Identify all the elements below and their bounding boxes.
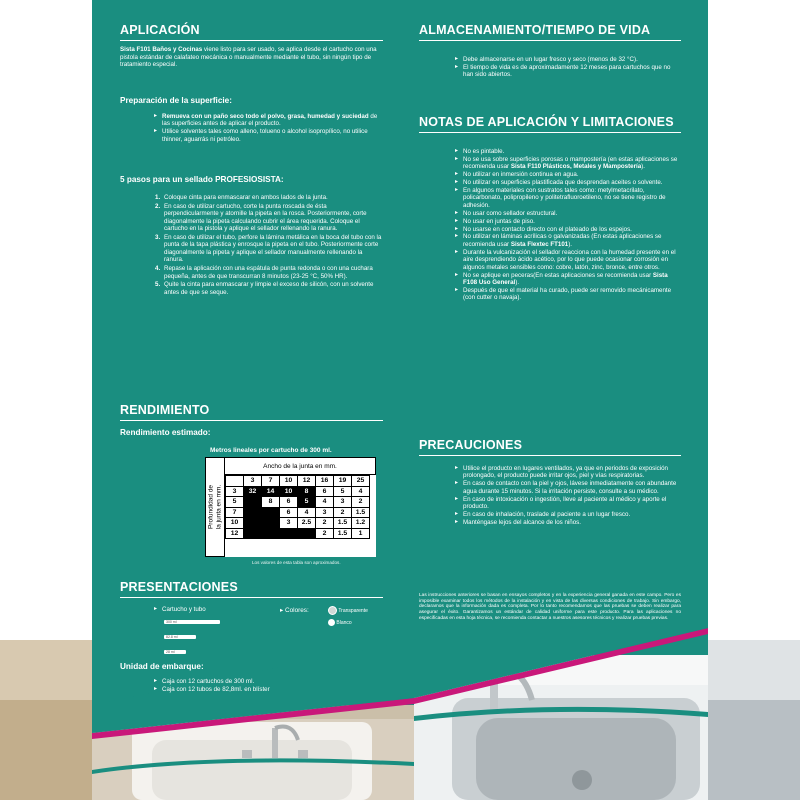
- list-item: ▸ En caso de intoxicación o ingestión, lleve al paciente al médico y aporte el producto.: [463, 496, 681, 511]
- notes-list: [463, 148, 681, 302]
- presentaciones-heading: PRESENTACIONES: [120, 580, 383, 598]
- list-item: ▸ Caja con 12 cartuchos de 300 ml.: [162, 678, 383, 685]
- table-row: 7 6 4 3 2 1.5: [226, 507, 370, 518]
- aplicacion-heading: APLICACIÓN: [120, 23, 383, 41]
- unit-heading: Unidad de embarque:: [120, 662, 204, 671]
- rendimiento-heading: RENDIMIENTO: [120, 403, 383, 421]
- list-item: ▸ No usar como sellador estructural.: [463, 210, 681, 217]
- precautions-list: [463, 465, 681, 527]
- disclaimer: Las instrucciones anteriores se basan en ensayos completos y en la experiencia general ganada en este campo. Pero es imposible examinar todos los métodos de la instalación y en vista de las diversas condiciones de trabajo. Sin embargo, declaramos que la información dada es completa. Por lo tanto recomendamos que las pruebas se deben realizar para asegurar el éxito. Garantizamos un estándar de calidad uniforme para este producto. Para las aplicaciones no especificadas en esta hoja técnica, se recomienda contactar a nuestros asesores técnicos y realizar pruebas previas.: [419, 593, 681, 621]
- depth-header-cell: Profundidad de la junta en mm.: [205, 457, 225, 557]
- list-item: ▸ Durante la vulcanización el sellador reacciona con la humedad presente en el aire desprendiendo ácido acético, por lo que puede ocasionar corrosión en algunos metales sensibles como: cobre, latón, zinc, bronce, entre otros.: [463, 249, 681, 271]
- list-item: ▸ En caso de inhalación, traslade al paciente a un lugar fresco.: [463, 511, 681, 518]
- step-item: 2. En caso de utilizar cartucho, corte la punta roscada de ésta perpendicularmente y atornille la pipeta en la rosca. Posteriormente, corte diagonalmente la pipeta calculando cubrir el área requerida. Coloque el cartucho en la pistola y aplique el sellador rellenando la ranura.: [155, 202, 367, 233]
- step-item: 1. Coloque cinta para enmascarar en ambos lados de la junta.: [155, 194, 328, 201]
- prep-list: [162, 113, 383, 144]
- rendimiento-subtitle: Rendimiento estimado:: [120, 428, 211, 437]
- list-item: ▸ Utilice el producto en lugares ventilados, ya que en periodos de exposición prolongado, el producto puede irritar ojos, piel y vías respiratorias.: [463, 465, 681, 480]
- precauciones-heading: PRECAUCIONES: [419, 438, 681, 456]
- list-item: ▸ No usarse en contacto directo con el plateado de los espejos.: [463, 226, 681, 233]
- aplicacion-intro: Sista F101 Baños y Cocinas viene listo para ser usado, se aplica desde el cartucho con una pistola estándar de calafateo mecánica o manualmente mediante el tubo, sin ningún tipo de tratamiento especial.: [120, 46, 377, 69]
- yield-grid: [225, 475, 370, 539]
- swatch-white-icon: [328, 619, 335, 626]
- list-item: ▸ El tiempo de vida es de aproximadamente 12 meses para cartuchos que no han sido abiertos.: [463, 64, 681, 79]
- right-kitchen-photo: [708, 0, 800, 800]
- content-panel: APLICACIÓN Sista F101 Baños y Cocinas viene listo para ser usado, se aplica desde el cartucho con una pistola estándar de calafateo mecánica o manualmente mediante el tubo, sin ningún tipo de tratamiento especial. Preparación de la superficie: ▸ Remueva con un paño seco todo el polvo, grasa, humedad y suciedad de las superficies antes de aplicar el producto. ▸ Utilice solventes tales como alleno, tolueno o alcohol isopropílico, no utilice thinner, aguarrás ni petróleo. 5 pasos para un sellado PROFESIOSISTA: 1. Coloque cinta para enmascarar en ambos lados de la junta. 2. En caso de utilizar cartucho, corte la punta roscada de ésta perpendicularmente y atornille la pipeta en la rosca. Posteriormente, corte diagonalmente la pipeta calculando cubrir el área requerida. Coloque el cartucho en la pistola y aplique el sellador rellenando la ranura. 3. En caso de utilizar el tubo, perfore la lámina metálica en la boca del tubo con la punta de la tapa plástica y enrosque la pipeta en el tubo. Posteriormente corte diagonalmente la pipeta y aplique el sellador manualmente rellenando la ranura. 4. Repase la aplicación con una espátula de punta redonda o con una cuchara pequeña, antes de que transcurran 8 minutos (23-25 °C, 50% HR). 5. Quite la cinta para enmascarar y limpie el exceso de silicón, con un solvente antes de que se seque. RENDIMIENTO Rendimiento estimado: Metros lineales por cartucho de 300 ml. Profundidad de la junta en mm. Ancho de la junta en mm. 3 7 10 12 16 19 25 3 32 14 10 8 6 5 4 5 8 6 5 4 3 2 7 6 4 3 2 1.5 10 3 2.5 2 1.5 1.2 12 2 1.5 1 Los valores de esta tabla son aproximados. PRESENTACIONES ▸ Cartucho y tubo 300 ml 82.8 ml 28 ml ▸ Colores: Transparente Blanco Unidad de embarque: ▸ Caja con 12 cartuchos de 300 ml. ▸ Caja con 12 tubos de 82,8ml. en blíster ALMACENAMIENTO/TIEMPO DE VIDA ▸ Debe almacenarse en un lugar fresco y seco (menos de 32 °C). ▸ El tiempo de vida es de aproximadamente 12 meses para cartuchos que no han sido abiertos. NOTAS DE APLICACIÓN Y LIMITACIONES ▸ No es pintable. ▸ No se usa sobre superficies porosas o mampostería (en estas aplicaciones se recomienda usar Sista F110 Plásticos, Metales y Mampostería). ▸ No utilizar en inmersión continua en agua. ▸ No utilizar en superficies plastificada que desprendan aceites o solvente. ▸ En algunos materiales con sustratos tales como: metylmetacrilato, policarbonato, polipropileno y politetrafluoroetileno, no se tiene registro de adhesión. ▸ No usar como sellador estructural. ▸ No usar en juntas de piso. ▸ No usarse en contacto directo con el plateado de los espejos. ▸ No utilizar en láminas acrílicas o galvanizadas (En estas aplicaciones se recomienda usar Sista Flextec FT101). ▸ Durante la vulcanización el sellador reacciona con la humedad presente en el aire desprendiendo ácido acético, por lo que puede ocasionar corrosión en algunos metales sensibles como: cobre, latón, zinc, bronce, entre otros. ▸ No se aplique en peceras(En estas aplicaciones se recomienda usar Sista F108 Uso General). ▸ Después de que el material ha curado, puede ser removido mecánicamente (con cutter o navaja). PRECAUCIONES ▸ Utilice el producto en lugares ventilados, ya que en periodos de exposición prolongado, el producto puede irritar ojos, piel y vías respiratorias. ▸ En caso de contacto con la piel y ojos, lávese inmediatamente con abundante agua durante 15 minutos. Si la irritación persiste, consulte a su médico. ▸ En caso de intoxicación o ingestión, lleve al paciente al médico y aporte el producto. ▸ En caso de inhalación, traslade al paciente a un lugar fresco. ▸ Manténgase lejos del alcance de los niños. Las instrucciones anteriores se basan en ensayos completos y en la experiencia general ganada en este campo. Pero es imposible examinar todos los métodos de la instalación y en vista de las diversas condiciones de trabajo. Sin embargo, declaramos que la información dada es completa. Por lo tanto recomendamos que las pruebas se deben realizar para asegurar el éxito. Garantizamos un estándar de calidad uniforme para este producto. Para las aplicaciones no especificadas en esta hoja técnica, se recomienda contactar a nuestros asesores técnicos y realizar pruebas previas.: [92, 0, 708, 800]
- list-item: ▸ No se usa sobre superficies porosas o mampostería (en estas aplicaciones se recomienda usar Sista F110 Plásticos, Metales y Mampostería).: [463, 156, 681, 171]
- step-item: 3. En caso de utilizar el tubo, perfore la lámina metálica en la boca del tubo con la punta de la tapa plástica y enrosque la pipeta en el tubo. Posteriormente corte diagonalmente la pipeta y aplique el sellador manualmente rellenando la ranura.: [155, 234, 382, 264]
- yield-table: [205, 457, 376, 557]
- prep-heading: Preparación de la superficie:: [120, 96, 232, 105]
- storage-list: [463, 56, 681, 79]
- colors-label: ▸ Colores:: [280, 607, 309, 614]
- list-item: ▸ Caja con 12 tubos de 82,8ml. en blíster: [162, 686, 383, 693]
- yield-footnote: Los valores de esta tabla son aproximados.: [252, 560, 341, 565]
- unit-list: [162, 678, 383, 694]
- presentation-list: [162, 606, 272, 614]
- list-item: ▸ Cartucho y tubo: [162, 606, 272, 613]
- product-name: Sista F101 Baños y Cocinas: [120, 46, 203, 53]
- table-row: 5 8 6 5 4 3 2: [226, 497, 370, 508]
- list-item: ▸ En algunos materiales con sustratos tales como: metylmetacrilato, policarbonato, polipropileno y politetrafluoroetileno, no se tiene registro de adhesión.: [463, 187, 681, 209]
- width-header: Ancho de la junta en mm.: [225, 457, 376, 475]
- step-item: 4. Repase la aplicación con una espátula de punta redonda o con una cuchara pequeña, antes de que transcurran 8 minutos (23-25 °C, 50% HR).: [155, 265, 373, 280]
- swatch-transparent-icon: [328, 606, 337, 615]
- table-row: 3 7 10 12 16 19 25: [226, 476, 370, 487]
- almacenamiento-heading: ALMACENAMIENTO/TIEMPO DE VIDA: [419, 23, 681, 41]
- list-item: ▸ No usar en juntas de piso.: [463, 218, 681, 225]
- step-item: 5. Quite la cinta para enmascarar y limpie el exceso de silicón, con un solvente antes de que se seque.: [155, 281, 374, 296]
- list-item: ▸ No se aplique en peceras(En estas aplicaciones se recomienda usar Sista F108 Uso General).: [463, 272, 681, 287]
- color-option-white: Blanco: [328, 619, 352, 626]
- yield-table-title: Metros lineales por cartucho de 300 ml.: [210, 447, 332, 454]
- list-item: ▸ Utilice solventes tales como alleno, tolueno o alcohol isopropílico, no utilice thinner, aguarrás ni petróleo.: [162, 128, 383, 143]
- table-row: 12 2 1.5 1: [226, 528, 370, 539]
- list-item: ▸ Después de que el material ha curado, puede ser removido mecánicamente (con cutter o navaja).: [463, 287, 681, 302]
- left-bathroom-photo: [0, 0, 92, 800]
- list-item: ▸ Debe almacenarse en un lugar fresco y seco (menos de 32 °C).: [463, 56, 681, 63]
- table-row: 10 3 2.5 2 1.5 1.2: [226, 518, 370, 529]
- color-option-transparent: Transparente: [328, 606, 368, 615]
- notas-heading: NOTAS DE APLICACIÓN Y LIMITACIONES: [419, 115, 681, 133]
- list-item: ▸ Manténgase lejos del alcance de los niños.: [463, 519, 681, 526]
- depth-header: Profundidad de: [207, 484, 215, 530]
- list-item: ▸ No es pintable.: [463, 148, 681, 155]
- list-item: ▸ No utilizar en superficies plastificada que desprendan aceites o solvente.: [463, 179, 681, 186]
- table-row: 3 32 14 10 8 6 5 4: [226, 486, 370, 497]
- list-item: ▸ No utilizar en láminas acrílicas o galvanizadas (En estas aplicaciones se recomienda usar Sista Flextec FT101).: [463, 233, 681, 248]
- list-item: ▸ Remueva con un paño seco todo el polvo, grasa, humedad y suciedad de las superficies antes de aplicar el producto.: [162, 113, 383, 128]
- list-item: ▸ En caso de contacto con la piel y ojos, lávese inmediatamente con abundante agua durante 15 minutos. Si la irritación persiste, consulte a su médico.: [463, 480, 681, 495]
- steps-heading: 5 pasos para un sellado PROFESIOSISTA:: [120, 175, 284, 184]
- list-item: ▸ No utilizar en inmersión continua en agua.: [463, 171, 681, 178]
- steps-list: [155, 194, 383, 298]
